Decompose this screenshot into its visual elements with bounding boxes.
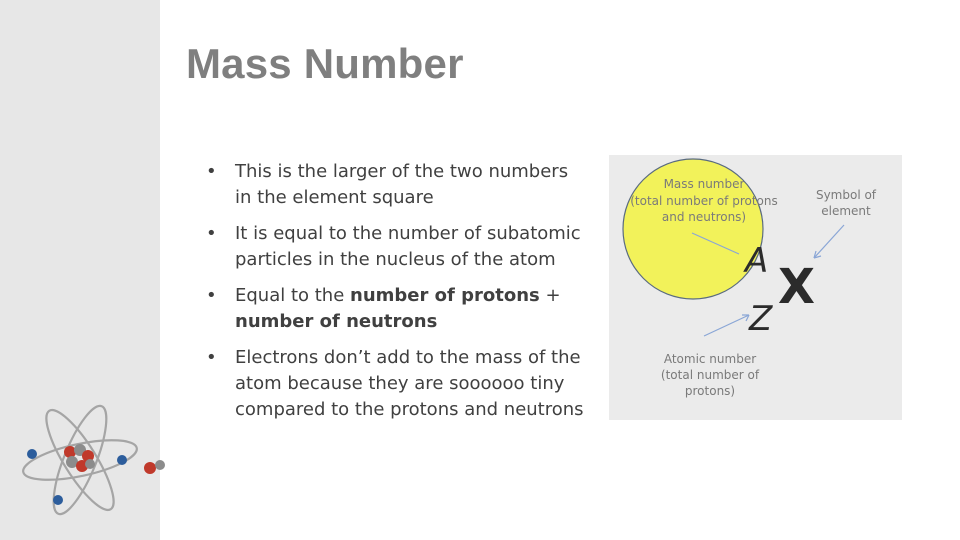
bullet-text-bold-neutrons: number of neutrons (235, 311, 438, 332)
diagram-svg (609, 155, 902, 420)
atom-icon (10, 398, 170, 520)
mass-number-letter: A (745, 241, 769, 281)
symbol-label-line2: element (821, 204, 871, 218)
bullet-list (206, 159, 586, 433)
mass-number-label-line1: Mass number (663, 177, 745, 191)
bullet-text: Electrons don’t add to the mass of the atom because they are soooooo tiny compared to the protons and neutrons (235, 347, 584, 420)
atomic-number-arrow (704, 315, 749, 336)
mass-number-label-line2: (total number of protons (630, 194, 778, 208)
bullet-dot: • (206, 223, 217, 244)
atomic-number-label-line2: (total number of (660, 368, 760, 382)
element-notation-diagram (609, 155, 902, 420)
bullet-text-bold-protons: number of protons (350, 285, 540, 306)
bullet-text: It is equal to the number of subatomic particles in the nucleus of the atom (235, 223, 581, 270)
page-title: Mass Number (186, 40, 464, 87)
element-symbol-letter: X (778, 259, 816, 315)
atomic-number-label-line1: Atomic number (663, 352, 757, 366)
symbol-label-line1: Symbol of (815, 188, 877, 202)
symbol-arrow (814, 225, 844, 258)
atomic-number-label-line3: protons) (684, 384, 736, 398)
bullet-dot: • (206, 285, 217, 306)
bullet-dot: • (206, 347, 217, 368)
bullet-text-plus: + (539, 285, 561, 306)
list-item (206, 221, 586, 273)
bullet-text: This is the larger of the two numbers in the element square (235, 161, 569, 208)
list-item (206, 159, 586, 211)
list-item (206, 283, 586, 335)
bullet-text-pre: Equal to the (235, 285, 351, 306)
mass-number-label-line3: and neutrons) (661, 210, 747, 224)
bullet-dot: • (206, 161, 217, 182)
list-item (206, 345, 586, 423)
atomic-number-letter: Z (749, 299, 773, 339)
